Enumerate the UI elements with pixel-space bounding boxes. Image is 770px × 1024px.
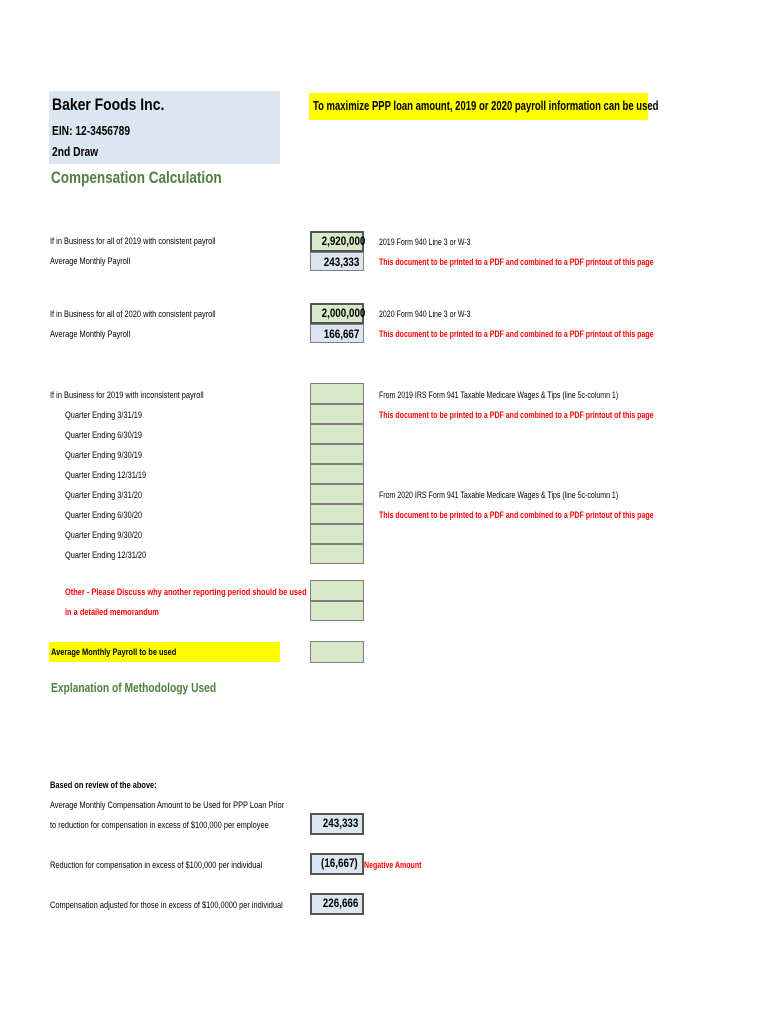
quarter-label: Quarter Ending 6/30/19 <box>65 430 143 441</box>
quarter-label: Quarter Ending 9/30/19 <box>65 450 143 461</box>
quarter-input-cell[interactable] <box>310 404 364 424</box>
input-cell-2019-inconsistent[interactable] <box>310 383 364 404</box>
total-2020-cell[interactable]: 2,000,000 <box>310 303 364 324</box>
adjusted-cell: 226,666 <box>310 893 364 915</box>
avg-comp-cell: 243,333 <box>310 813 364 835</box>
avg-to-use-label: Average Monthly Payroll to be used <box>51 647 177 658</box>
note-2019-print: This document to be printed to a PDF and combined to a PDF printout of this page <box>379 257 654 267</box>
quarter-input-cell[interactable] <box>310 424 364 444</box>
banner-text: To maximize PPP loan amount, 2019 or 2020 payroll information can be used <box>313 99 659 113</box>
note-2020-form: 2020 Form 940 Line 3 or W-3 <box>379 309 471 319</box>
avg-2019-cell: 243,333 <box>310 252 364 271</box>
other-input-cell[interactable] <box>310 601 364 621</box>
label-2019-consistent: If in Business for all of 2019 with consistent payroll <box>50 236 216 247</box>
label-2019-avg: Average Monthly Payroll <box>50 256 131 267</box>
note-2019-941-print: This document to be printed to a PDF and combined to a PDF printout of this page <box>379 410 654 420</box>
quarter-label: Quarter Ending 3/31/20 <box>65 490 143 501</box>
company-name: Baker Foods Inc. <box>52 95 165 114</box>
quarter-label: Quarter Ending 9/30/20 <box>65 530 143 541</box>
note-2020-print: This document to be printed to a PDF and combined to a PDF printout of this page <box>379 329 654 339</box>
memorandum-label: in a detailed memorandum <box>65 607 159 618</box>
reduction-cell: (16,667) <box>310 853 364 875</box>
quarter-input-cell[interactable] <box>310 504 364 524</box>
other-label: Other - Please Discuss why another reporting period should be used <box>65 587 307 598</box>
avg-comp-line1: Average Monthly Compensation Amount to be Used for PPP Loan Prior <box>50 800 285 811</box>
section-title: Compensation Calculation <box>51 169 222 187</box>
quarter-input-cell[interactable] <box>310 524 364 544</box>
quarter-input-cell[interactable] <box>310 484 364 504</box>
note-2020-941-print: This document to be printed to a PDF and combined to a PDF printout of this page <box>379 510 654 520</box>
note-2019-941: From 2019 IRS Form 941 Taxable Medicare Wages & Tips (line 5c-column 1) <box>379 390 619 400</box>
avg-comp-line2: to reduction for compensation in excess of $100,000 per employee <box>50 820 269 831</box>
negative-amount-note: Negative Amount <box>364 860 422 870</box>
based-on-label: Based on review of the above: <box>50 780 157 791</box>
label-inconsistent: If in Business for 2019 with inconsistent payroll <box>50 390 204 401</box>
avg-to-use-cell[interactable] <box>310 641 364 663</box>
quarter-label: Quarter Ending 6/30/20 <box>65 510 143 521</box>
label-2020-consistent: If in Business for all of 2020 with consistent payroll <box>50 309 216 320</box>
other-input-cell[interactable] <box>310 580 364 601</box>
avg-2020-cell: 166,667 <box>310 324 364 343</box>
total-2019-cell[interactable]: 2,920,000 <box>310 231 364 252</box>
info-banner <box>309 93 659 120</box>
note-2020-941: From 2020 IRS Form 941 Taxable Medicare Wages & Tips (line 5c-column 1) <box>379 490 619 500</box>
quarter-label: Quarter Ending 12/31/20 <box>65 550 147 561</box>
ein-label: EIN: 12-3456789 <box>52 124 131 138</box>
quarter-label: Quarter Ending 3/31/19 <box>65 410 143 421</box>
reduction-label: Reduction for compensation in excess of $100,000 per individual <box>50 860 263 871</box>
adjusted-label: Compensation adjusted for those in excess of $100,0000 per individual <box>50 900 283 911</box>
methodology-title: Explanation of Methodology Used <box>51 681 217 695</box>
quarter-label: Quarter Ending 12/31/19 <box>65 470 147 481</box>
quarter-input-cell[interactable] <box>310 464 364 484</box>
draw-label: 2nd Draw <box>52 145 99 159</box>
quarter-input-cell[interactable] <box>310 444 364 464</box>
label-2020-avg: Average Monthly Payroll <box>50 329 131 340</box>
note-2019-form: 2019 Form 940 Line 3 or W-3 <box>379 237 471 247</box>
quarter-input-cell[interactable] <box>310 544 364 564</box>
